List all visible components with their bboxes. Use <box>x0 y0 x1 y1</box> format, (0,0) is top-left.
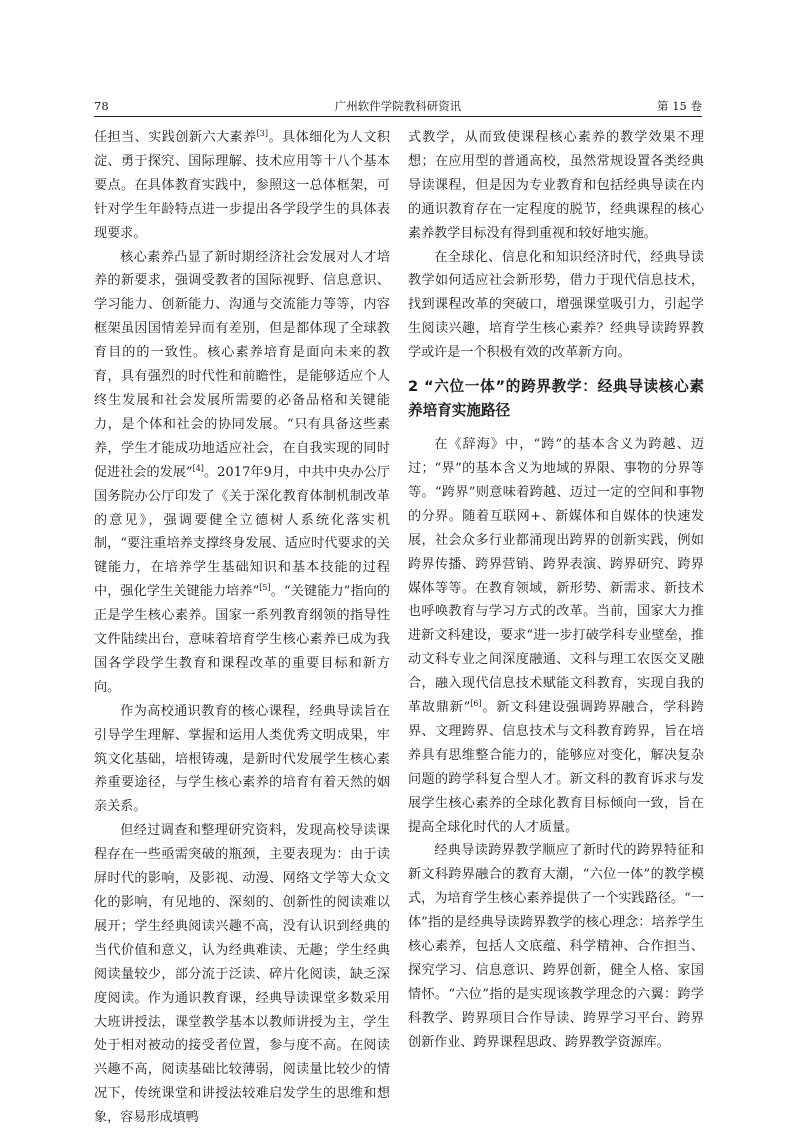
page-number: 78 <box>94 99 109 113</box>
section-heading: 2 “六位一体”的跨界教学：经典导读核心素养培育实施路径 <box>408 378 704 420</box>
citation[interactable]: [5] <box>259 583 271 593</box>
volume-label: 第 15 卷 <box>657 99 702 113</box>
left-column <box>94 126 390 1130</box>
paragraph: 但经过调查和整理研究资料，发现高校导读课程存在一些亟需突破的瓶颈，主要表现为：由于读屏时代的影响，及影视、动漫、网络文学等大众文化的影响，有见地的、深刻的、创新性的阅读难以展开；学生经典阅读兴趣不高，没有认识到经典的当代价值和意义，认为经典难读、无趣；学生经典阅读量较少，部分流于泛读、碎片化阅读，缺乏深度阅读。作为通识教育课，经典导读课堂多数采用大班讲授法，课堂教学基本以教师讲授为主，学生处于相对被动的接受者位置，参与度不高。在阅读兴趣不高，阅读基础比较薄弱，阅读量比较少的情况下，传统课堂和讲授法较难启发学生的思维和想象，容易形成填鸭 <box>94 823 390 1126</box>
running-header <box>94 98 702 114</box>
paragraph: 任担当、实践创新六大素养[3]。具体细化为人文积淀、勇于探究、国际理解、技术应用等十八个基本要点。在具体教育实践中，参照这一总体框架，可针对学生年龄特点进一步提出各学段学生的具体表现要求。 <box>94 129 391 241</box>
journal-title: 广州软件学院教科研资讯 <box>334 99 462 113</box>
paragraph: 作为高校通识教育的核心课程，经典导读旨在引导学生理解、掌握和运用人类优秀文明成果，牢筑文化基础，培根铸魂，是新时代发展学生核心素养重要途径，与学生核心素养的培育有着天然的姻亲关系。 <box>94 703 390 815</box>
paragraph: 经典导读跨界教学顺应了新时代的跨界特征和新文科跨界融合的教育大潮，“六位一体”的教学模式，为培育学生核心素养提供了一个实践路径。“一体”指的是经典导读跨界教学的核心理念：培养学生核心素养，包括人文底蕴、科学精神、合作担当、探究学习、信息意识、跨界创新，健全人格、家国情怀。“六位”指的是实现该教学理念的六翼：跨学科教学、跨界项目合作导读、跨界学习平台、跨界创新作业、跨界课程思政、跨界教学资源库。 <box>408 843 704 1050</box>
citation[interactable]: [6] <box>470 699 482 709</box>
header-rule <box>94 116 702 117</box>
right-column <box>408 126 704 1055</box>
paragraph: 在《辞海》中，“跨”的基本含义为跨越、迈过；“界”的基本含义为地域的界限、事物的分界等等。“跨界”则意味着跨越、迈过一定的空间和事物的分界。随着互联网+、新媒体和自媒体的快速发展，社会众多行业都涌现出跨界的创新实践，例如跨界传播、跨界营销、跨界表演、跨界研究、跨界媒体等等。在教育领域，新形势、新需求、新技术也呼唤教育与学习方式的改革。当前，国家大力推进新文科建设，要求“进一步打破学科专业壁垒，推动文科专业之间深度融通、文科与理工农医交叉融合，融入现代信息技术赋能文科教育，实现自我的革故鼎新”[6]。新文科建设强调跨界融合，学科跨界、文理跨界、信息技术与文科教育跨界，旨在培养具有思维整合能力的，能够应对变化，解决复杂问题的跨学科复合型人才。新文科的教育诉求与发展学生核心素养的全球化教育目标倾向一致，旨在提高全球化时代的人才质量。 <box>408 437 705 835</box>
citation[interactable]: [3] <box>256 129 269 138</box>
paragraph: 式教学，从而致使课程核心素养的教学效果不理想；在应用型的普通高校，虽然常规设置各类经典导读课程，但是因为专业教育和包括经典导读在内的通识教育存在一定程度的脱节，经典课程的核心素养教学目标没有得到重视和较好地实施。 <box>408 130 704 241</box>
citation[interactable]: [4] <box>192 463 204 473</box>
paragraph: 核心素养凸显了新时期经济社会发展对人才培养的新要求，强调受教者的国际视野、信息意识、学习能力、创新能力、沟通与交流能力等等，内容框架虽因国情差异而有差别，但是都体现了全球教育目的的一致性。核心素养培育是面向未来的教育，具有强烈的时代性和前瞻性，是能够适应个人终生发展和社会发展所需要的必备品格和关键能力，是个体和社会的协同发展。“只有具备这些素养，学生才能成功地适应社会，在自我实现的同时促进社会的发展”[4]。2017年9月，中共中央办公厅国务院办公厅印发了《关于深化教育体制机制改革的意见》，强调要健全立德树人系统化落实机制，“要注重培养支撑终身发展、适应时代要求的关键能力，在培养学生基础知识和基本技能的过程中，强化学生关键能力培养”[5]。“关键能力”指向的正是学生核心素养。国家一系列教育纲领的指导性文件陆续出台，意味着培育学生核心素养已成为我国各学段学生教育和课程改革的重要目标和新方向。 <box>94 249 391 695</box>
paragraph: 在全球化、信息化和知识经济时代，经典导读教学如何适应社会新形势，借力于现代信息技术，找到课程改革的突破口，增强课堂吸引力，引起学生阅读兴趣，培育学生核心素养？经典导读跨界教学或许是一个积极有效的改革新方向。 <box>408 249 704 361</box>
